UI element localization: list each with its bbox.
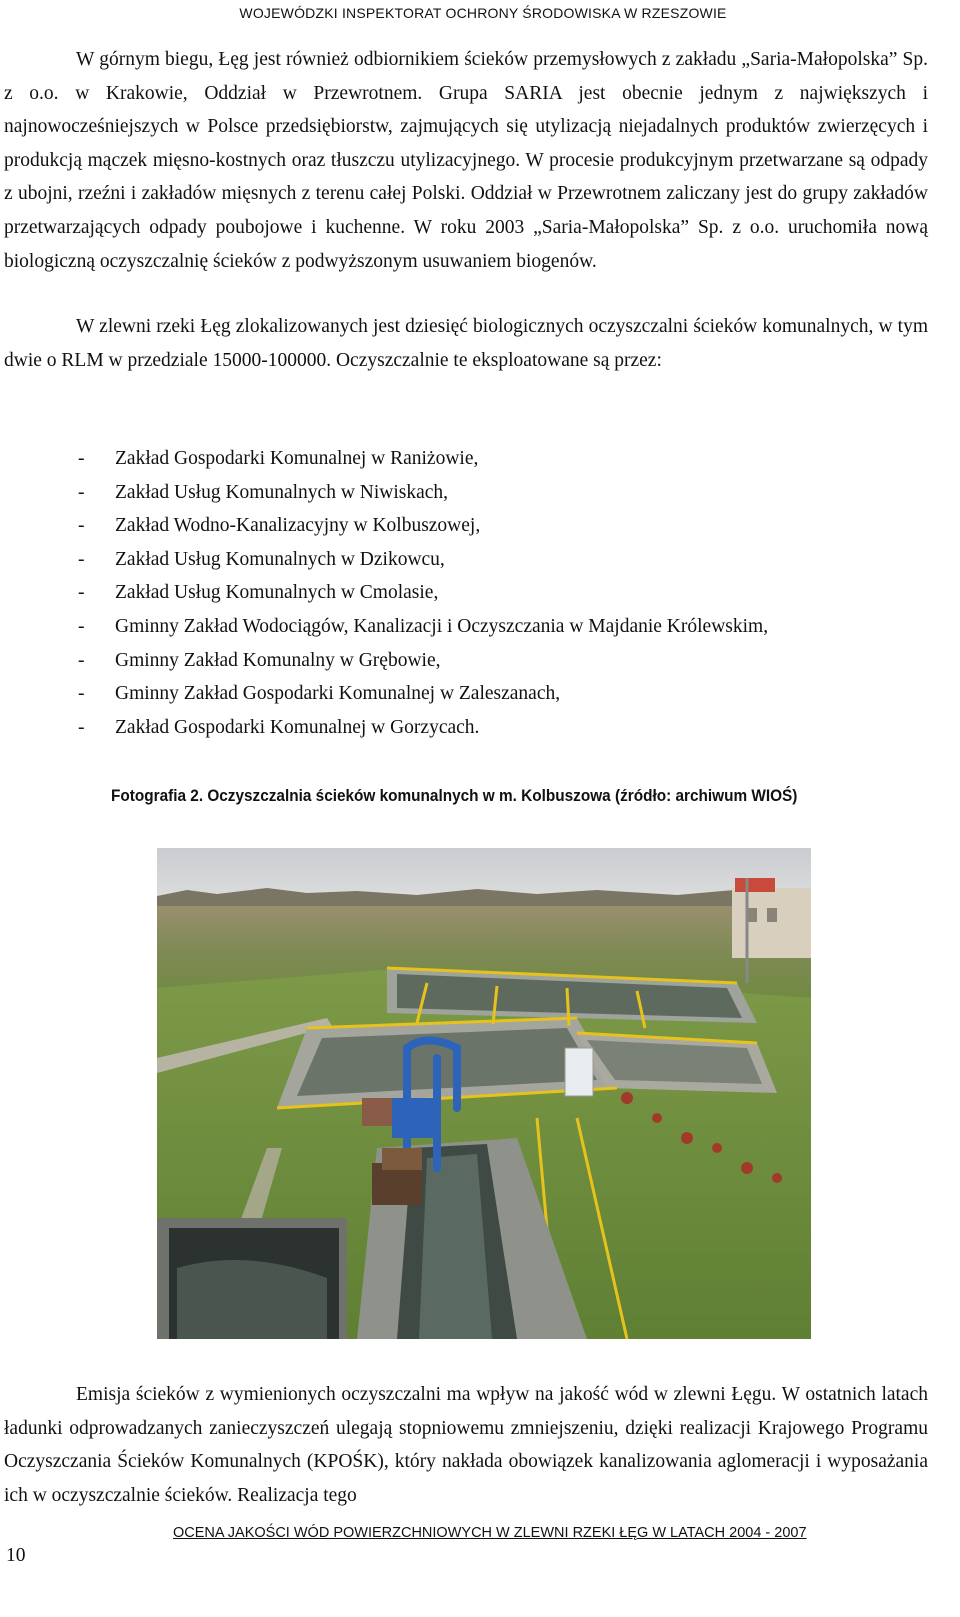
list-item-text: Zakład Usług Komunalnych w Niwiskach, <box>115 481 449 503</box>
list-dash: - <box>78 448 85 469</box>
list-item <box>78 576 768 610</box>
list-item-text: Zakład Wodno-Kanalizacyjny w Kolbuszowej, <box>115 515 481 537</box>
list-item <box>78 677 768 711</box>
list-item-text: Zakład Gospodarki Komunalnej w Gorzycach. <box>115 716 480 738</box>
list-dash: - <box>78 615 85 637</box>
paragraph-saria <box>4 43 928 278</box>
list-dash: - <box>78 515 85 537</box>
list-dash: - <box>78 683 85 705</box>
list-item <box>78 442 768 476</box>
paragraph-treatment-plants-text: W zlewni rzeki Łęg zlokalizowanych jest dziesięć biologicznych oczyszczalni ścieków komunalnych, w tym dwie o RLM w przedziale 15000-100000. Oczyszczalnie te eksploatowane są przez: <box>4 316 928 371</box>
photo-caption: Fotografia 2. Oczyszczalnia ścieków komunalnych w m. Kolbuszowa (źródło: archiwum WIOŚ) <box>111 787 798 805</box>
paragraph-saria-text: W górnym biegu, Łęg jest również odbiornikiem ścieków przemysłowych z zakładu „Saria-Małopolska” Sp. z o.o. w Krakowie, Oddział w Przewrotnem. Grupa SARIA jest obecnie jednym z największych i najnowocześniejszych w Polsce przedsiębiorstw, zajmujących się utylizacją niejadalnych produktów zwierzęcych i produkcją mączek mięsno-kostnych oraz tłuszczu utylizacyjnego. W procesie produkcyjnym przetwarzane są odpady z ubojni, rzeźni i zakładów mięsnych z terenu całej Polski. Oddział w Przewrotnem zaliczany jest do grupy zakładów przetwarzających odpady poubojowe i kuchenne. W roku 2003 „Saria-Małopolska” Sp. z o.o. uruchomiła nową biologiczną oczyszczalnię ścieków z podwyższonym usuwaniem biogenów. <box>4 49 928 272</box>
list-item-text: Gminny Zakład Wodociągów, Kanalizacji i Oczyszczania w Majdanie Królewskim, <box>115 615 769 637</box>
list-dash: - <box>78 481 85 503</box>
list-item <box>78 610 768 644</box>
treatment-plant-photo <box>157 848 811 1339</box>
running-header <box>0 5 960 21</box>
list-item-text: Zakład Usług Komunalnych w Cmolasie, <box>115 582 439 604</box>
list-item-text: Zakład Usług Komunalnych w Dzikowcu, <box>115 548 445 570</box>
list-item-text: Gminny Zakład Komunalny w Grębowie, <box>115 649 441 671</box>
list-item <box>78 711 768 745</box>
list-dash: - <box>78 548 85 570</box>
paragraph-emission-text: Emisja ścieków z wymienionych oczyszczalni ma wpływ na jakość wód w zlewni Łęgu. W ostatnich latach ładunki odprowadzanych zanieczyszczeń ulegają stopniowemu zmniejszeniu, dzięki realizacji Krajowego Programu Oczyszczania Ścieków Komunalnych (KPOŚK), który nakłada obowiązek kanalizowania aglomeracji i wyposażania ich w oczyszczalnie ścieków. Realizacja tego <box>4 1384 928 1506</box>
list-item-text: Zakład Gospodarki Komunalnej w Raniżowie, <box>115 448 479 469</box>
page-number: 10 <box>6 1545 26 1566</box>
paragraph-treatment-plants <box>4 310 928 377</box>
list-dash: - <box>78 716 85 738</box>
operators-list <box>78 442 768 744</box>
paragraph-emission <box>4 1378 928 1512</box>
running-footer: OCENA JAKOŚCI WÓD POWIERZCHNIOWYCH W ZLEWNI RZEKI ŁĘG W LATACH 2004 - 2007 <box>173 1525 807 1541</box>
list-item-text: Gminny Zakład Gospodarki Komunalnej w Zaleszanach, <box>115 683 561 705</box>
list-item <box>78 509 768 543</box>
running-header-text: WOJEWÓDZKI INSPEKTORAT OCHRONY ŚRODOWISKA W RZESZOWIE <box>239 5 727 21</box>
list-item <box>78 644 768 678</box>
list-item <box>78 543 768 577</box>
list-dash: - <box>78 649 85 671</box>
list-dash: - <box>78 582 85 604</box>
list-item <box>78 476 768 510</box>
